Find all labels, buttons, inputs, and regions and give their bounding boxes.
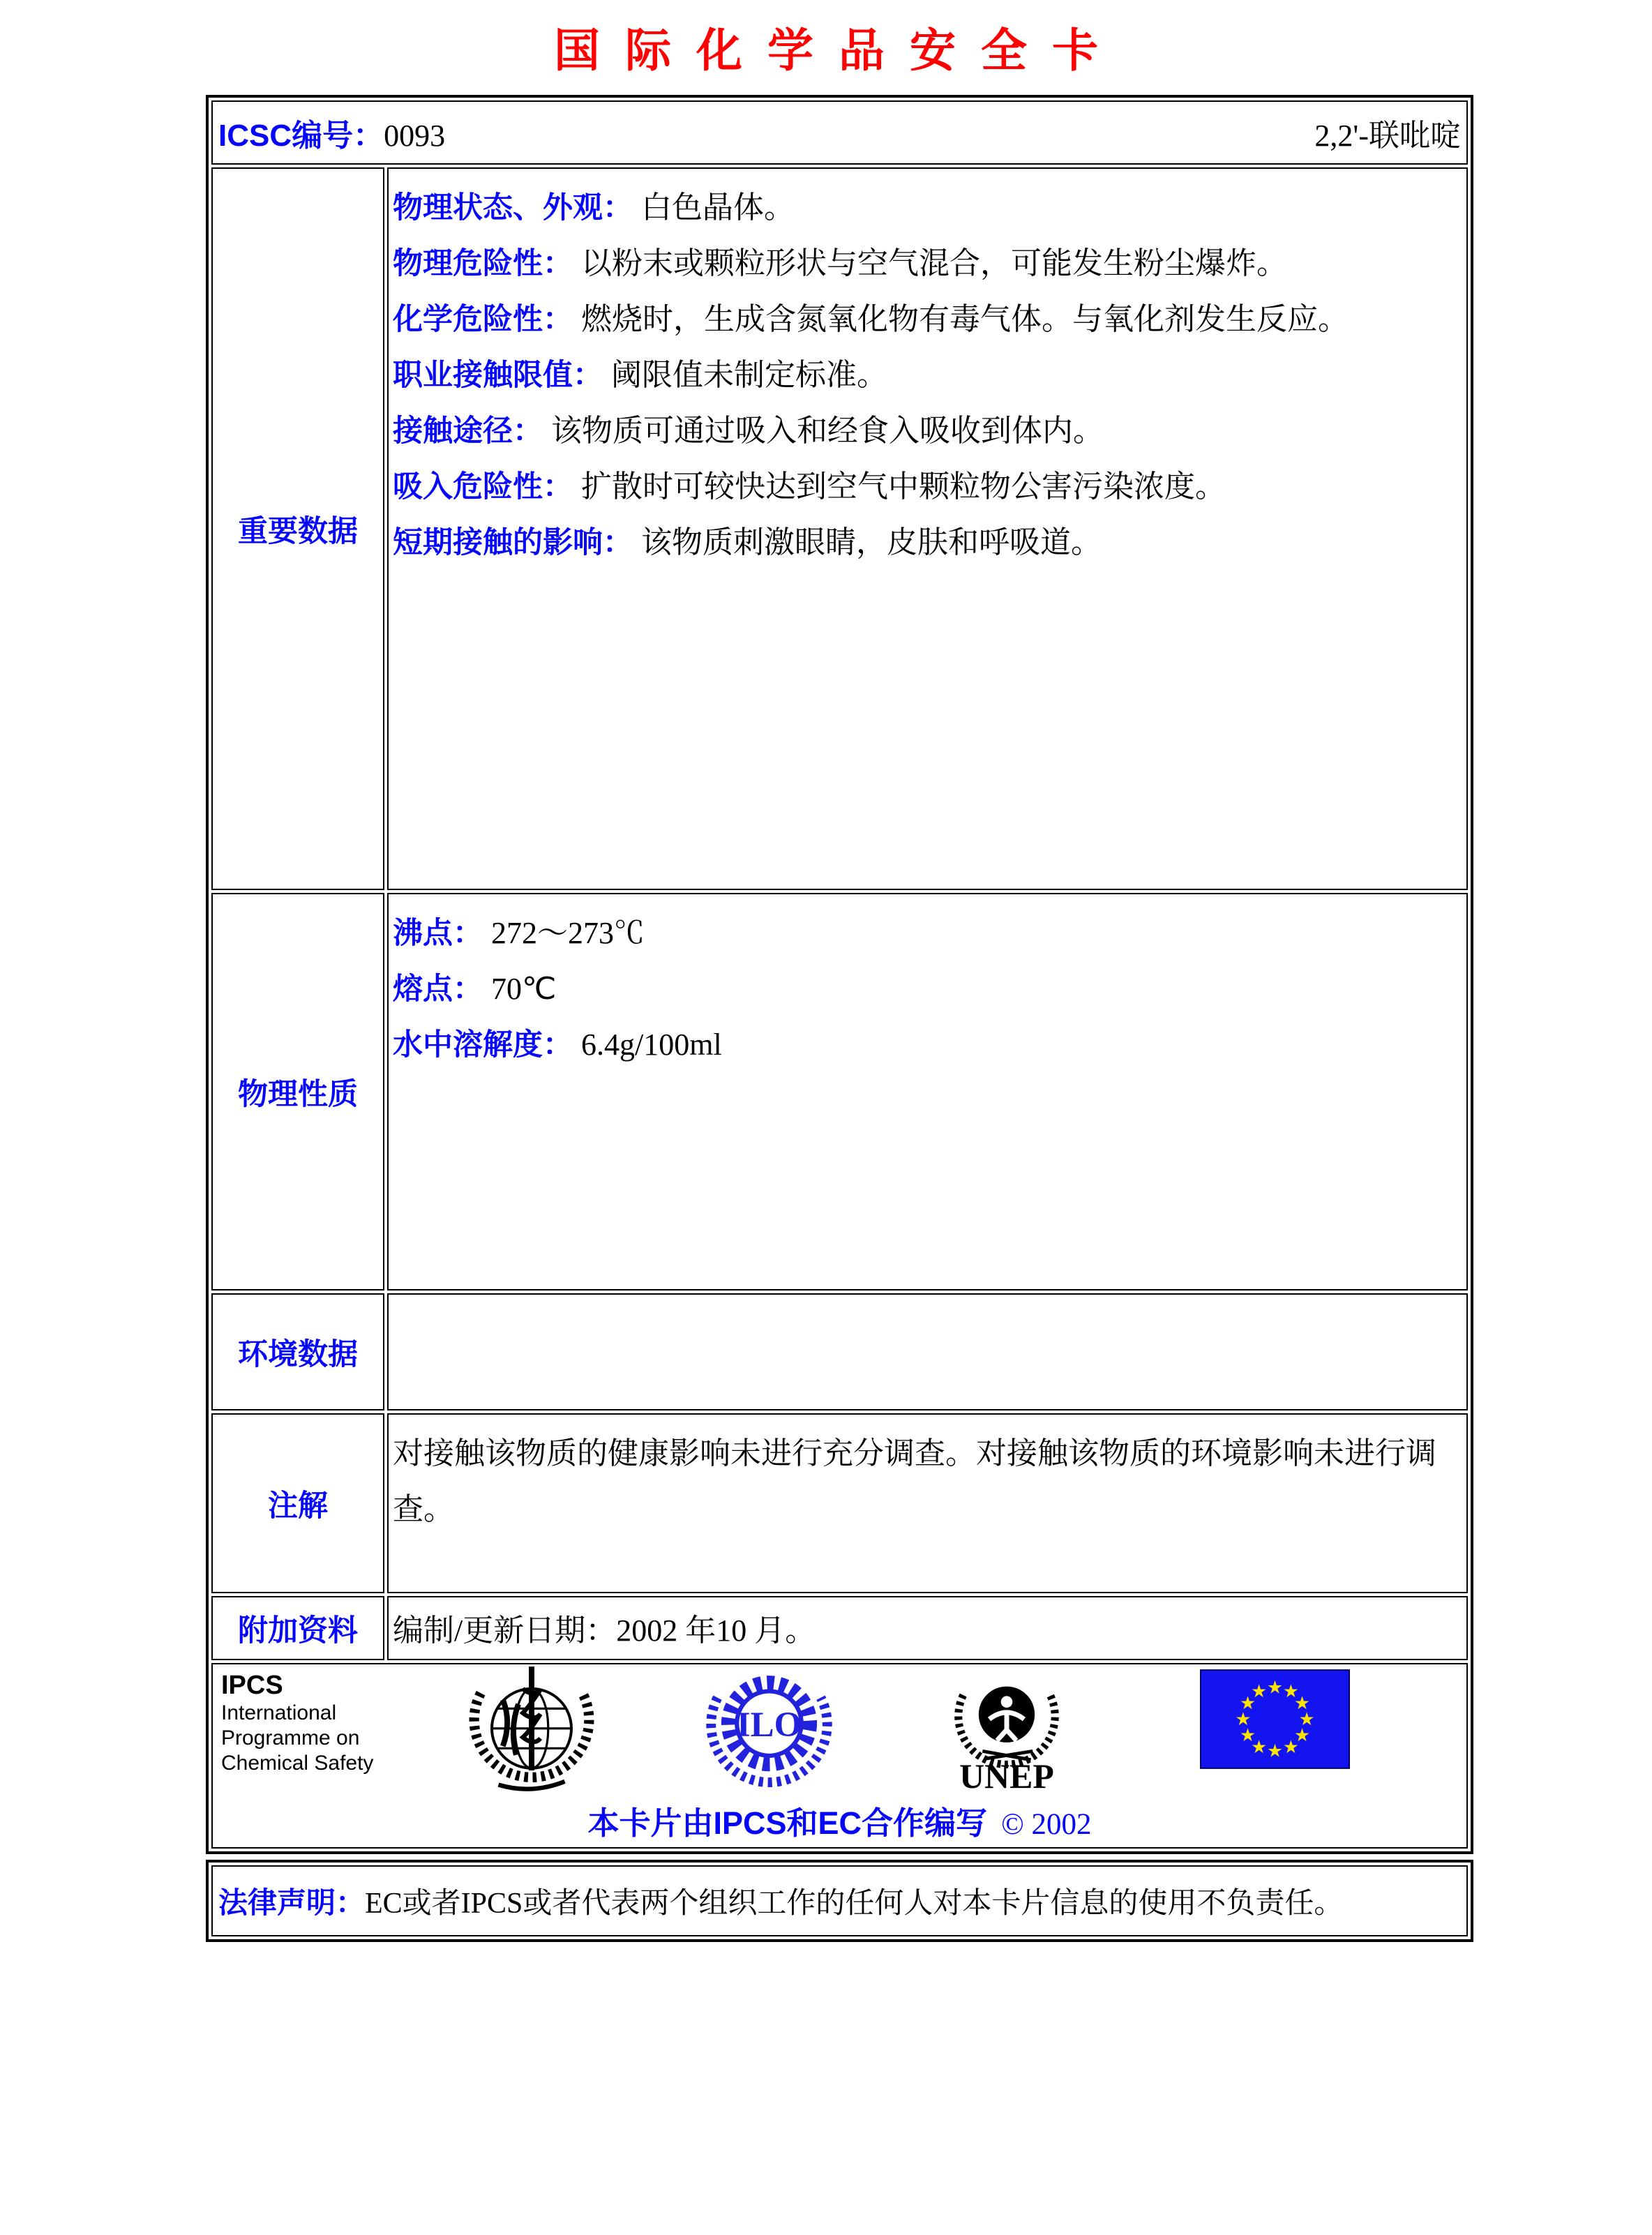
data-line-chemical-hazard xyxy=(393,292,1458,347)
section-label-environmental-data: 环境数据 xyxy=(211,1293,384,1410)
eu-flag-icon xyxy=(1200,1669,1350,1770)
field-label: 职业接触限值： xyxy=(393,359,603,392)
ipcs-line: Programme on xyxy=(221,1726,360,1749)
field-label: 物理危险性： xyxy=(393,247,573,280)
legal-text: EC或者IPCS或者代表两个组织工作的任何人对本卡片信息的使用不负责任。 xyxy=(365,1888,1344,1920)
section-content-environmental-data xyxy=(387,1293,1468,1410)
ipcs-line: Chemical Safety xyxy=(221,1752,374,1775)
svg-text:★: ★ xyxy=(1293,1724,1311,1746)
svg-text:★: ★ xyxy=(1298,1709,1315,1731)
ipcs-text-block xyxy=(221,1670,373,1776)
legal-statement-box xyxy=(206,1860,1473,1942)
field-label: 化学危险性： xyxy=(393,303,573,336)
svg-text:★: ★ xyxy=(1239,1693,1256,1715)
field-value: 70℃ xyxy=(491,972,557,1006)
field-value: 272～273℃ xyxy=(491,916,645,950)
section-label-important-data: 重要数据 xyxy=(211,167,384,890)
svg-text:★: ★ xyxy=(1293,1693,1311,1715)
section-content-physical-properties xyxy=(387,893,1468,1290)
additional-info-text: 编制/更新日期：2002 年10 月。 xyxy=(393,1613,816,1648)
icsc-document-page xyxy=(0,21,1652,2235)
data-line-boiling-point xyxy=(393,905,1458,961)
field-value: 该物质刺激眼睛，皮肤和呼吸道。 xyxy=(641,525,1102,559)
svg-text:★: ★ xyxy=(1239,1724,1256,1746)
section-content-important-data xyxy=(387,167,1468,890)
notes-text: 对接触该物质的健康影响未进行充分调查。对接触该物质的环境影响未进行调查。 xyxy=(393,1436,1436,1526)
icsc-card-table xyxy=(206,95,1473,1854)
who-logo-icon xyxy=(465,1664,598,1797)
header-row xyxy=(211,100,1468,165)
field-label: 沸点： xyxy=(393,917,483,950)
data-line-exposure-limit xyxy=(393,347,1458,403)
field-value: 以粉末或颗粒形状与空气混合，可能发生粉尘爆炸。 xyxy=(581,246,1287,280)
icsc-number-value: 0093 xyxy=(384,119,446,153)
unep-logo-icon xyxy=(944,1664,1069,1793)
field-label: 物理状态、外观： xyxy=(393,191,633,225)
data-line-melting-point xyxy=(393,961,1458,1017)
field-value: 阈限值未制定标准。 xyxy=(611,358,887,392)
data-line-exposure-route xyxy=(393,403,1458,459)
section-label-notes: 注解 xyxy=(211,1413,384,1593)
svg-text:★: ★ xyxy=(1266,1677,1284,1699)
section-content-notes xyxy=(387,1413,1468,1593)
field-label: 水中溶解度： xyxy=(393,1028,573,1062)
ilo-letters: ILO xyxy=(736,1706,802,1745)
field-label: 吸入危险性： xyxy=(393,470,573,504)
svg-text:★: ★ xyxy=(1251,1737,1268,1759)
field-label: 接触途径： xyxy=(393,414,543,448)
section-label-physical-properties: 物理性质 xyxy=(211,893,384,1290)
data-line-physical-hazard xyxy=(393,236,1458,292)
svg-text:★: ★ xyxy=(1251,1681,1268,1703)
icsc-number-group xyxy=(218,110,445,155)
field-value: 燃烧时，生成含氮氧化物有毒气体。与氧化剂发生反应。 xyxy=(581,302,1349,336)
svg-text:★: ★ xyxy=(1282,1681,1299,1703)
field-value: 6.4g/100ml xyxy=(581,1028,722,1062)
field-label: 熔点： xyxy=(393,972,483,1006)
footer-logos-row xyxy=(211,1663,1468,1849)
ipcs-line: International xyxy=(221,1701,337,1724)
field-label: 短期接触的影响： xyxy=(393,526,633,559)
footer-caption xyxy=(213,1798,1466,1843)
ilo-logo-icon xyxy=(705,1666,834,1798)
legal-label: 法律声明： xyxy=(218,1886,366,1919)
caption-text: 本卡片由IPCS和EC合作编写 xyxy=(587,1805,988,1841)
section-content-additional-info xyxy=(387,1596,1468,1660)
svg-text:★: ★ xyxy=(1282,1737,1299,1759)
data-line-short-term-effects xyxy=(393,515,1458,571)
data-line-water-solubility xyxy=(393,1017,1458,1073)
caption-copyright: © 2002 xyxy=(1001,1808,1092,1841)
chemical-name: 2,2'-联吡啶 xyxy=(1314,119,1461,153)
page-title: 国际化学品安全卡 xyxy=(554,24,1123,76)
data-line-inhalation-risk xyxy=(393,459,1458,515)
field-value: 该物质可通过吸入和经食入吸收到体内。 xyxy=(551,414,1104,448)
unep-letters: UNEP xyxy=(959,1756,1054,1793)
field-value: 扩散时可较快达到空气中颗粒物公害污染浓度。 xyxy=(581,469,1226,504)
legal-statement-row xyxy=(211,1865,1468,1936)
icsc-number-label: ICSC编号： xyxy=(218,119,384,153)
section-label-additional-info: 附加资料 xyxy=(211,1596,384,1660)
svg-text:★: ★ xyxy=(1266,1740,1284,1762)
ipcs-acronym: IPCS xyxy=(221,1671,283,1700)
field-value: 白色晶体。 xyxy=(641,190,795,225)
data-line-physical-state xyxy=(393,180,1458,236)
svg-text:★: ★ xyxy=(1235,1709,1252,1731)
